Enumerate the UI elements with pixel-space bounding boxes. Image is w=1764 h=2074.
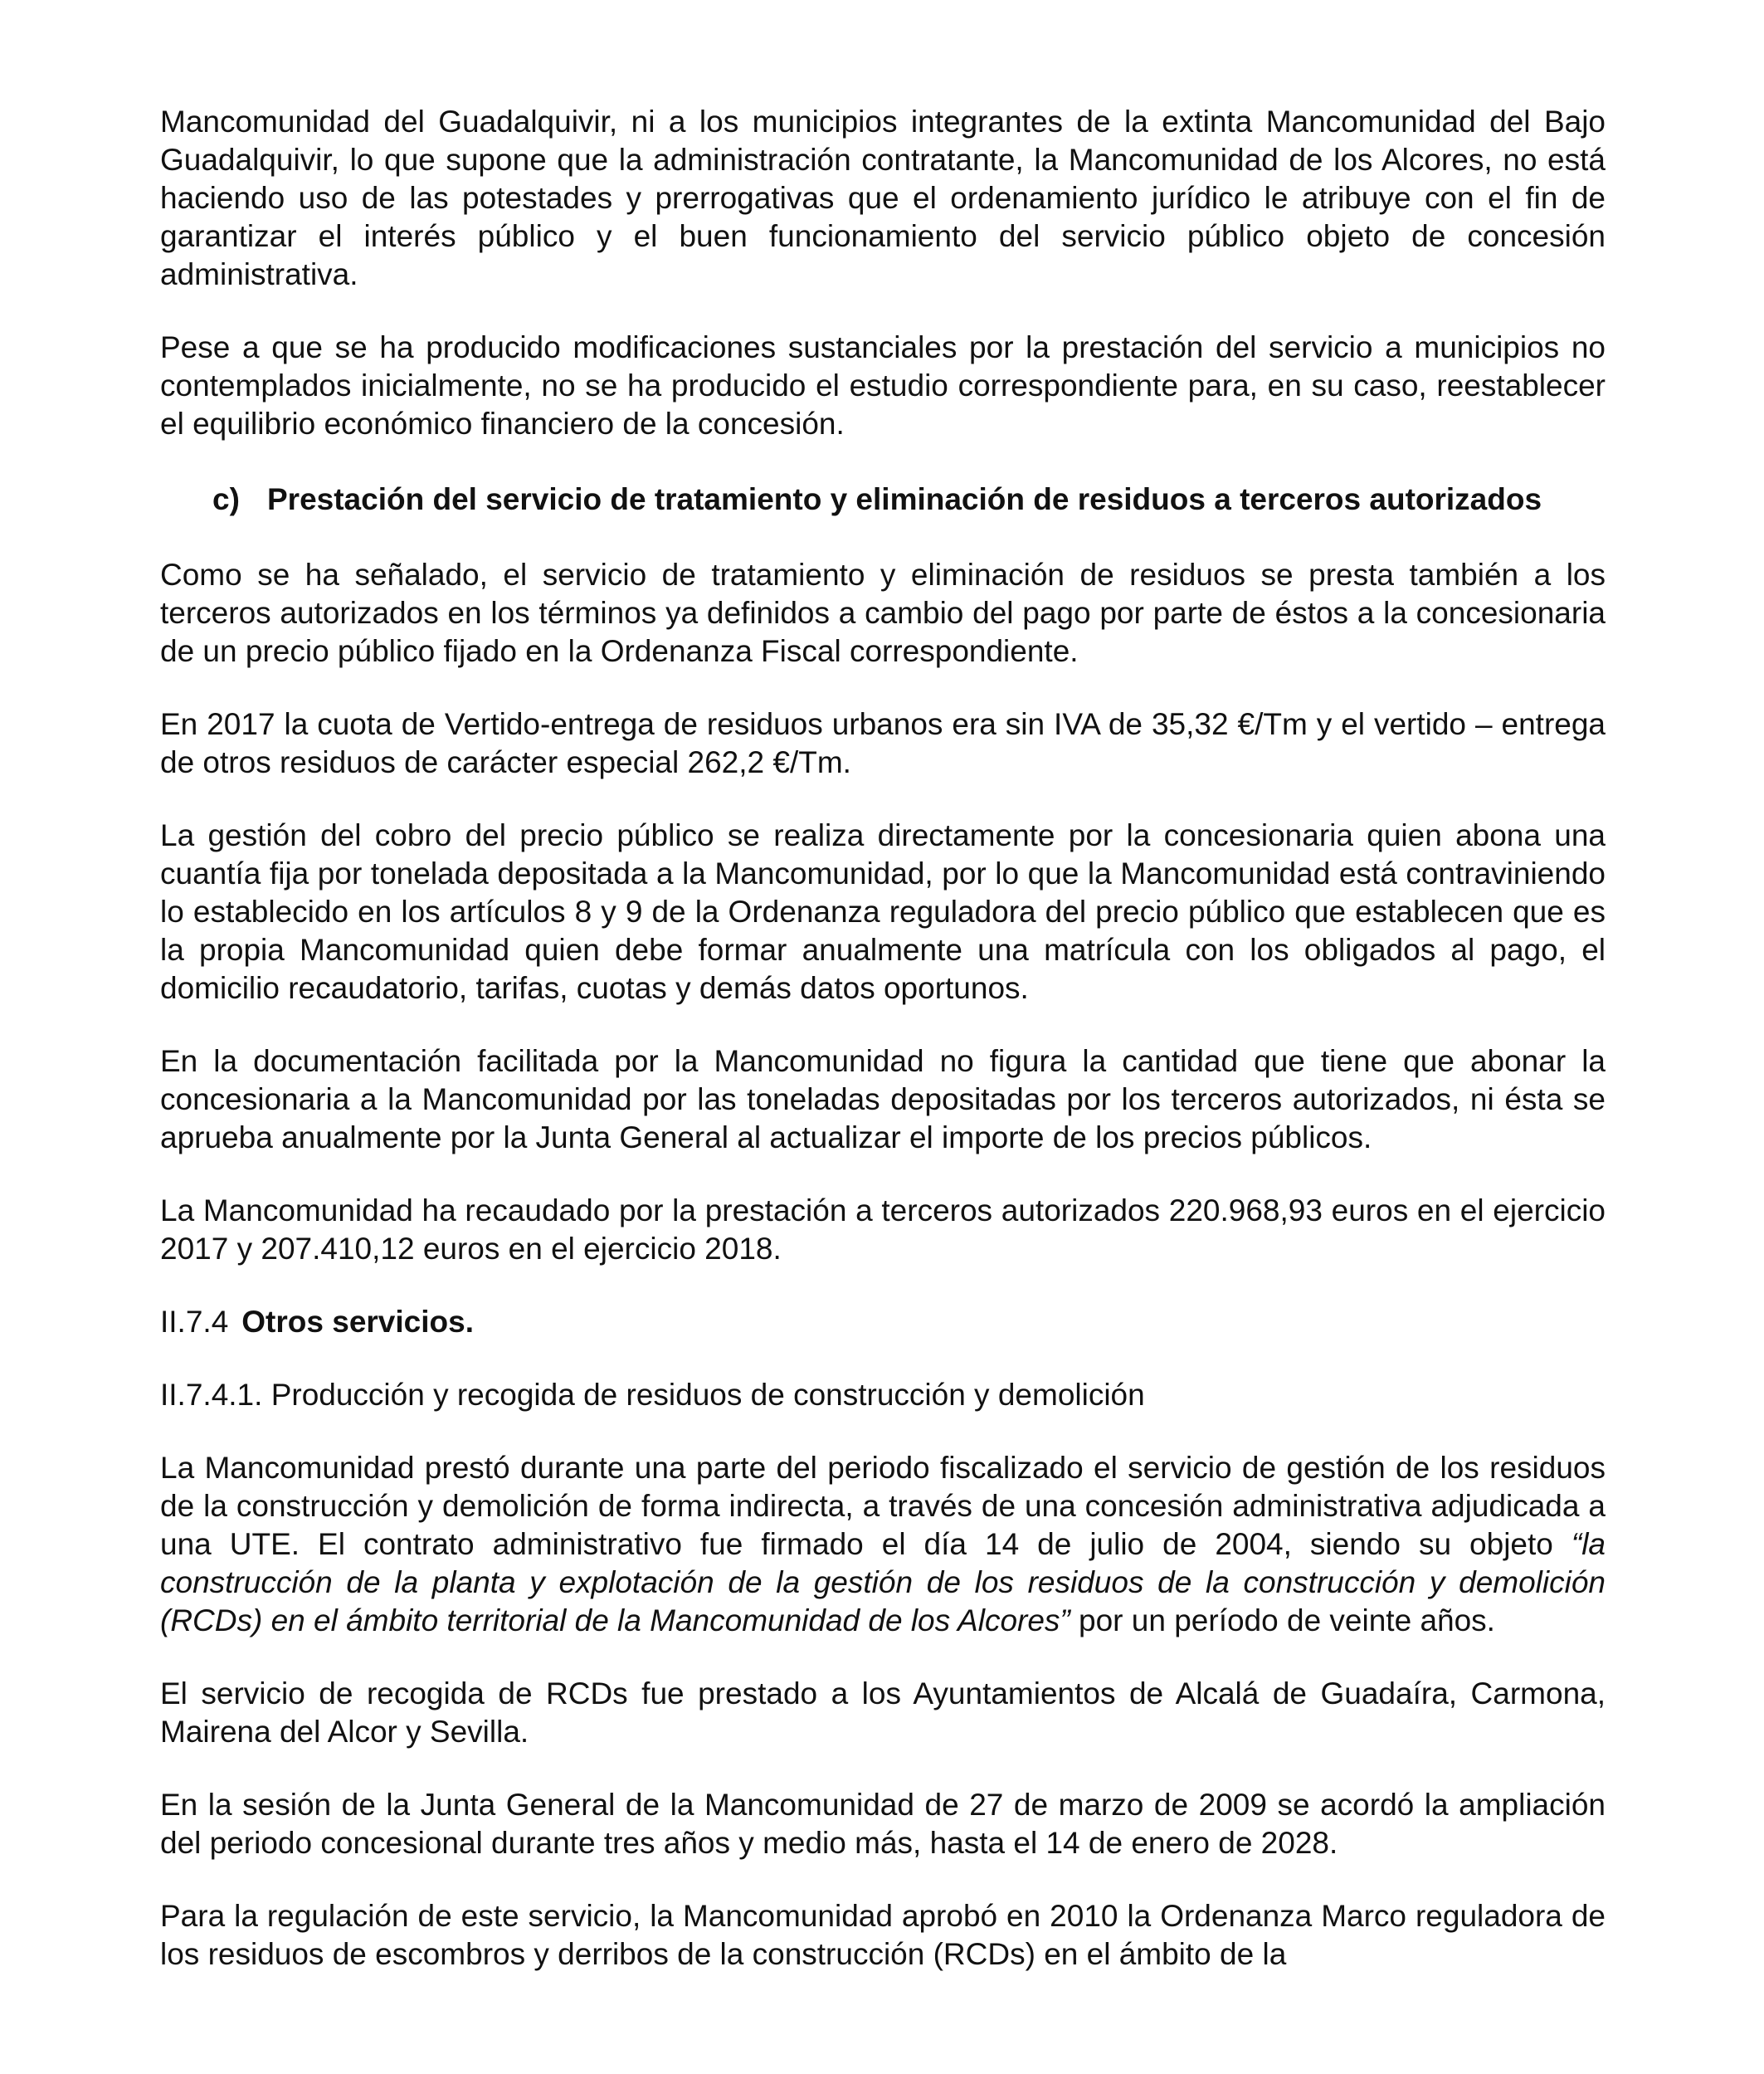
paragraph-mancomunidad-guadalquivir: Mancomunidad del Guadalquivir, ni a los municipios integrantes de la extinta Mancomunidad del Bajo Guadalquivir, lo que supone que la administración contratante, la Mancomunidad de los Alcores, no está haciendo uso de las potestades y prerrogativas que el ordenamiento jurídico le atribuye con el fin de garantizar el interés público y el buen funcionamiento del servicio público objeto de concesión administrativa. xyxy=(160,105,1606,291)
paragraph-cuota-vertido: En 2017 la cuota de Vertido-entrega de residuos urbanos era sin IVA de 35,32 €/Tm y el vertido – entrega de otros residuos de carácter especial 262,2 €/Tm. xyxy=(160,707,1606,779)
subheading-marker: c) xyxy=(212,482,240,516)
subsection-heading-rcd: II.7.4.1. Producción y recogida de residuos de construcción y demolición xyxy=(160,1378,1145,1412)
section-title: Otros servicios. xyxy=(241,1305,474,1339)
paragraph-gestion-cobro: La gestión del cobro del precio público se realiza directamente por la concesionaria quien abona una cuantía fija por tonelada depositada a la Mancomunidad, por lo que la Mancomunidad está contraviniendo lo establecido en los artículos 8 y 9 de la Ordenanza reguladora del precio público que establecen que es la propia Mancomunidad quien debe formar anualmente una matrícula con los obligados al pago, el domicilio recaudatorio, tarifas, cuotas y demás datos oportunos. xyxy=(160,818,1606,1005)
paragraph-recogida-rcd: El servicio de recogida de RCDs fue prestado a los Ayuntamientos de Alcalá de Guadaíra, Carmona, Mairena del Alcor y Sevilla. xyxy=(160,1676,1606,1749)
subheading-terceros-autorizados xyxy=(160,478,1606,521)
contract-object-quote: “la construcción de la planta y explotación de la gestión de los residuos de la construcción y demolición (RCDs) en el ámbito territorial de la Mancomunidad de los Alcores” xyxy=(160,1527,1606,1637)
paragraph-documentacion-facilitada: En la documentación facilitada por la Mancomunidad no figura la cantidad que tiene que abonar la concesionaria a la Mancomunidad por las toneladas depositadas por los terceros autorizados, ni ésta se aprueba anualmente por la Junta General al actualizar el importe de los precios públicos. xyxy=(160,1044,1606,1154)
section-number: II.7.4 xyxy=(160,1305,229,1339)
subheading-text: Prestación del servicio de tratamiento y eliminación de residuos a terceros autorizados xyxy=(267,482,1542,516)
paragraph-modificaciones-sustanciales: Pese a que se ha producido modificaciones sustanciales por la prestación del servicio a municipios no contemplados inicialmente, no se ha producido el estudio correspondiente para, en su caso, reestablecer el equilibrio económico financiero de la concesión. xyxy=(160,330,1606,441)
paragraph-ordenanza-marco: Para la regulación de este servicio, la Mancomunidad aprobó en 2010 la Ordenanza Marco reguladora de los residuos de escombros y derribos de la construcción (RCDs) en el ámbito de la xyxy=(160,1899,1606,1971)
paragraph-concesion-rcd xyxy=(160,1449,1606,1640)
paragraph-servicio-tratamiento: Como se ha señalado, el servicio de tratamiento y eliminación de residuos se presta también a los terceros autorizados en los términos ya definidos a cambio del pago por parte de éstos a la concesionaria de un precio público fijado en la Ordenanza Fiscal correspondiente. xyxy=(160,558,1606,668)
paragraph-junta-general: En la sesión de la Junta General de la Mancomunidad de 27 de marzo de 2009 se acordó la ampliación del periodo concesional durante tres años y medio más, hasta el 14 de enero de 2028. xyxy=(160,1788,1606,1860)
paragraph-recaudacion: La Mancomunidad ha recaudado por la prestación a terceros autorizados 220.968,93 euros en el ejercicio 2017 y 207.410,12 euros en el ejercicio 2018. xyxy=(160,1193,1606,1266)
concesion-text-end: por un período de veinte años. xyxy=(1070,1603,1495,1637)
concesion-text-start: La Mancomunidad prestó durante una parte del periodo fiscalizado el servicio de gestión de los residuos de la construcción y demolición de forma indirecta, a través de una concesión administrativa adjudicada a una UTE. El contrato administrativo fue firmado el día 14 de julio de 2004, siendo su objeto xyxy=(160,1451,1606,1561)
document-page xyxy=(160,103,1606,1974)
section-heading-otros-servicios xyxy=(160,1303,1606,1341)
